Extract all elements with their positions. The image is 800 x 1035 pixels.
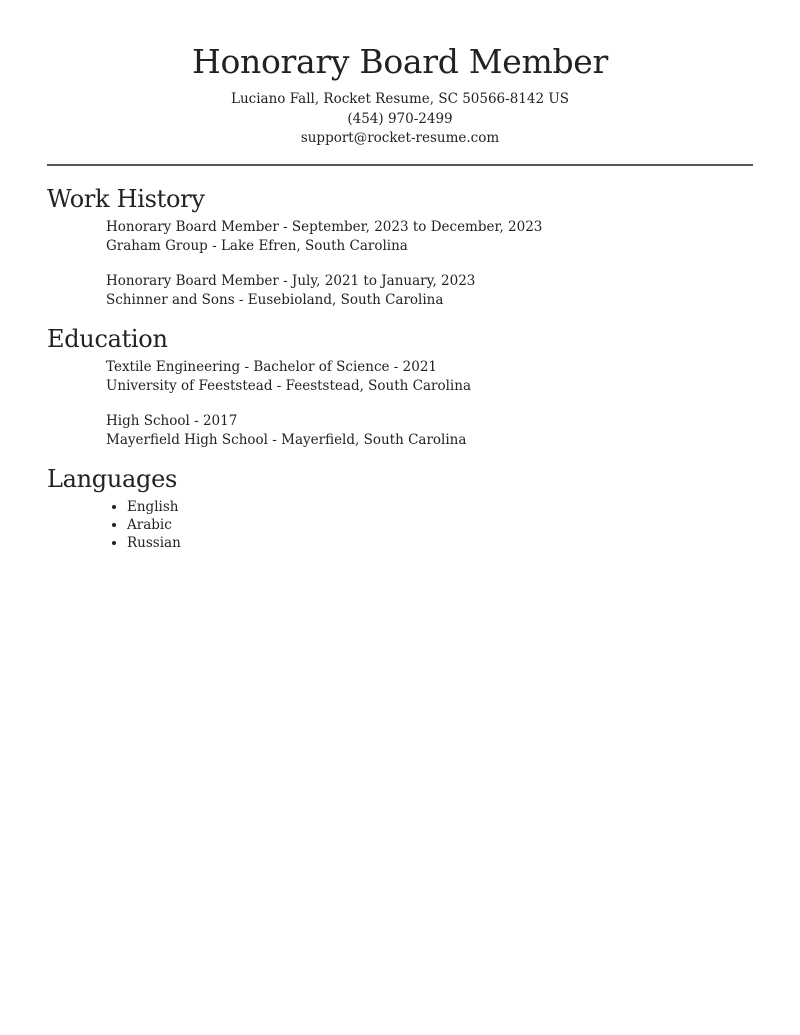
contact-email: support@rocket-resume.com [300,130,500,146]
education-entry-degree: High School - 2017 [106,412,238,429]
work-entry-title: Honorary Board Member - September, 2023 to December, 2023 [106,218,543,235]
education-entry [106,358,753,396]
work-entry-company: Schinner and Sons - Eusebioland, South Carolina [106,291,444,308]
contact-info [47,90,753,149]
languages-list [47,498,753,552]
work-entry [106,272,753,310]
header-divider [47,164,753,166]
contact-phone: (454) 970-2499 [347,110,453,127]
education-entry-school: Mayerfield High School - Mayerfield, South Carolina [106,431,467,448]
work-history-section [47,184,753,310]
work-entry-company: Graham Group - Lake Efren, South Carolina [106,237,408,254]
contact-address: Luciano Fall, Rocket Resume, SC 50566-8142 US [231,91,569,107]
education-section [47,324,753,450]
language-item: • English [127,498,753,516]
education-entries [106,358,753,450]
education-entry [106,412,753,450]
languages-section [47,464,753,552]
resume-page [47,0,753,552]
education-entry-school: University of Feeststead - Feeststead, South Carolina [106,377,471,394]
work-history-entries [106,218,753,310]
language-item: • Arabic [127,516,753,534]
resume-header [47,0,753,149]
work-entry-title: Honorary Board Member - July, 2021 to January, 2023 [106,272,476,289]
education-entry-degree: Textile Engineering - Bachelor of Science - 2021 [106,358,438,375]
resume-title: Honorary Board Member [191,42,609,81]
work-entry [106,218,753,256]
language-item: • Russian [127,534,753,552]
education-heading: Education [47,324,168,353]
work-history-heading: Work History [47,184,205,213]
languages-heading: Languages [47,464,178,493]
